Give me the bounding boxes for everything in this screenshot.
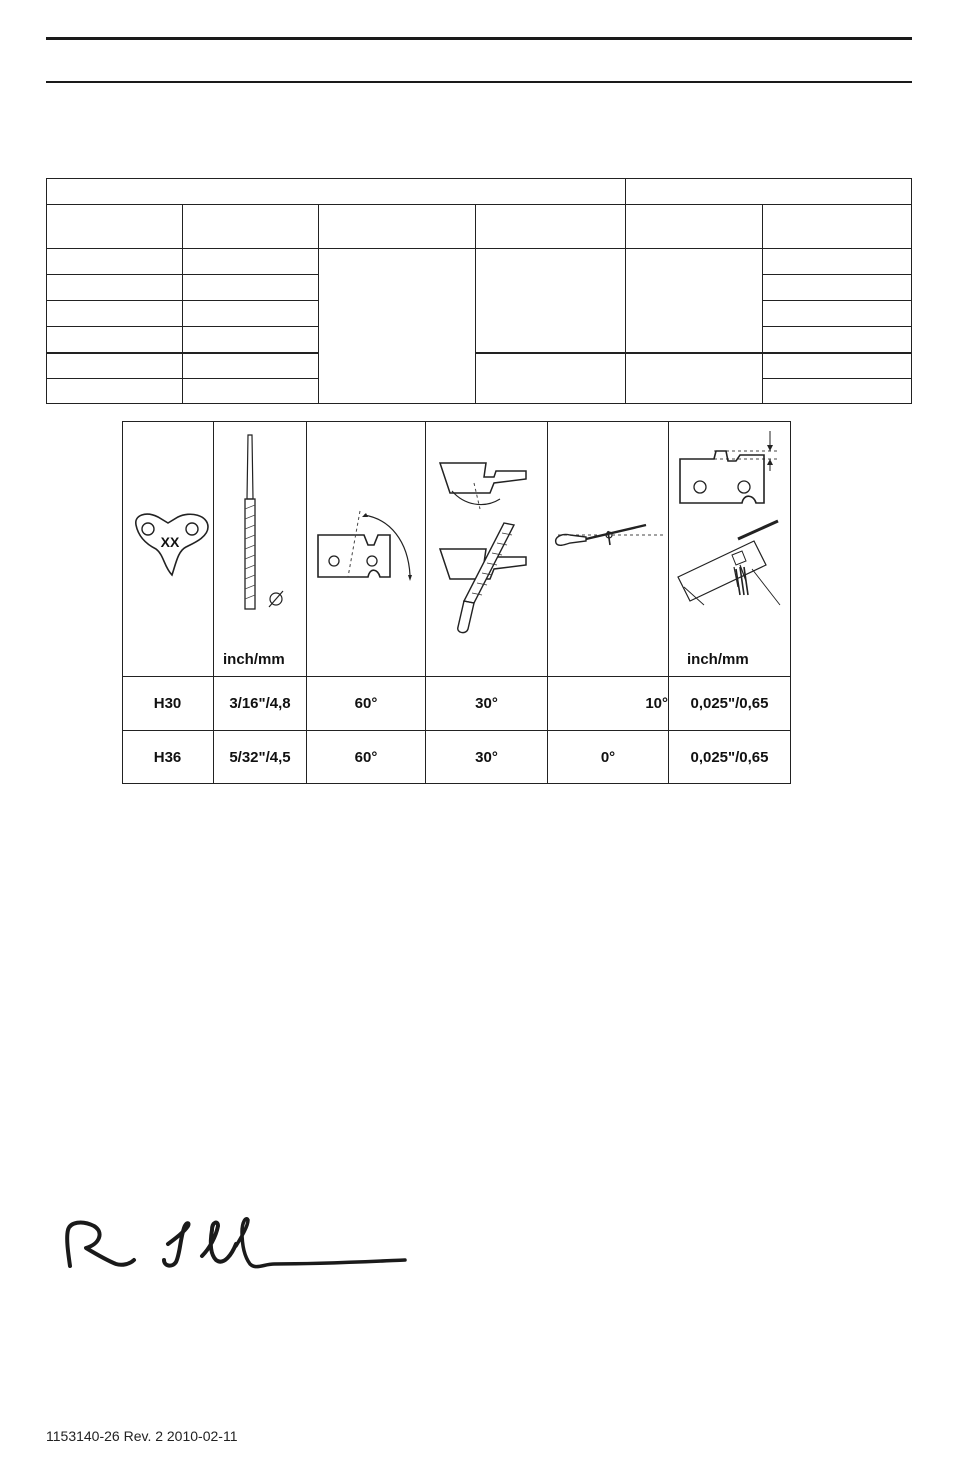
depth-gauge-icon [674, 429, 786, 611]
side-plate-angle-icon [434, 453, 540, 637]
document-reference: 1153140-26 Rev. 2 2010-02-11 [46, 1428, 238, 1444]
row-h36-tilt-angle: 0° [600, 748, 616, 766]
row-h30-tilt-angle: 10° [645, 695, 668, 712]
row-h30-file-diameter: 3/16"/4,8 [229, 695, 291, 712]
row-h36-file-diameter: 5/32"/4,5 [229, 748, 291, 766]
bar-chain-grid [46, 178, 912, 404]
file-tilt-icon [552, 511, 664, 561]
filing-table [122, 421, 791, 784]
row-h36-depth-gauge: 0,025"/0,65 [690, 748, 769, 766]
filing-template-icon [130, 509, 210, 581]
svg-text:XX: XX [160, 534, 180, 550]
row-h36-side-angle: 30° [475, 748, 498, 766]
signature-image [60, 1208, 410, 1288]
depth-unit-label: inch/mm [687, 651, 749, 668]
row-h30-side-angle: 30° [475, 695, 498, 712]
row-h30-chain: H30 [153, 695, 182, 712]
file-unit-label: inch/mm [223, 651, 285, 668]
round-file-icon [232, 429, 302, 614]
top-rule [46, 37, 912, 40]
row-h30-top-angle: 60° [354, 695, 378, 712]
row-h36-chain: H36 [153, 748, 182, 766]
row-h30-depth-gauge: 0,025"/0,65 [690, 695, 769, 712]
top-plate-angle-icon [312, 505, 422, 585]
row-h36-top-angle: 60° [354, 748, 378, 766]
header-rule [46, 81, 912, 83]
